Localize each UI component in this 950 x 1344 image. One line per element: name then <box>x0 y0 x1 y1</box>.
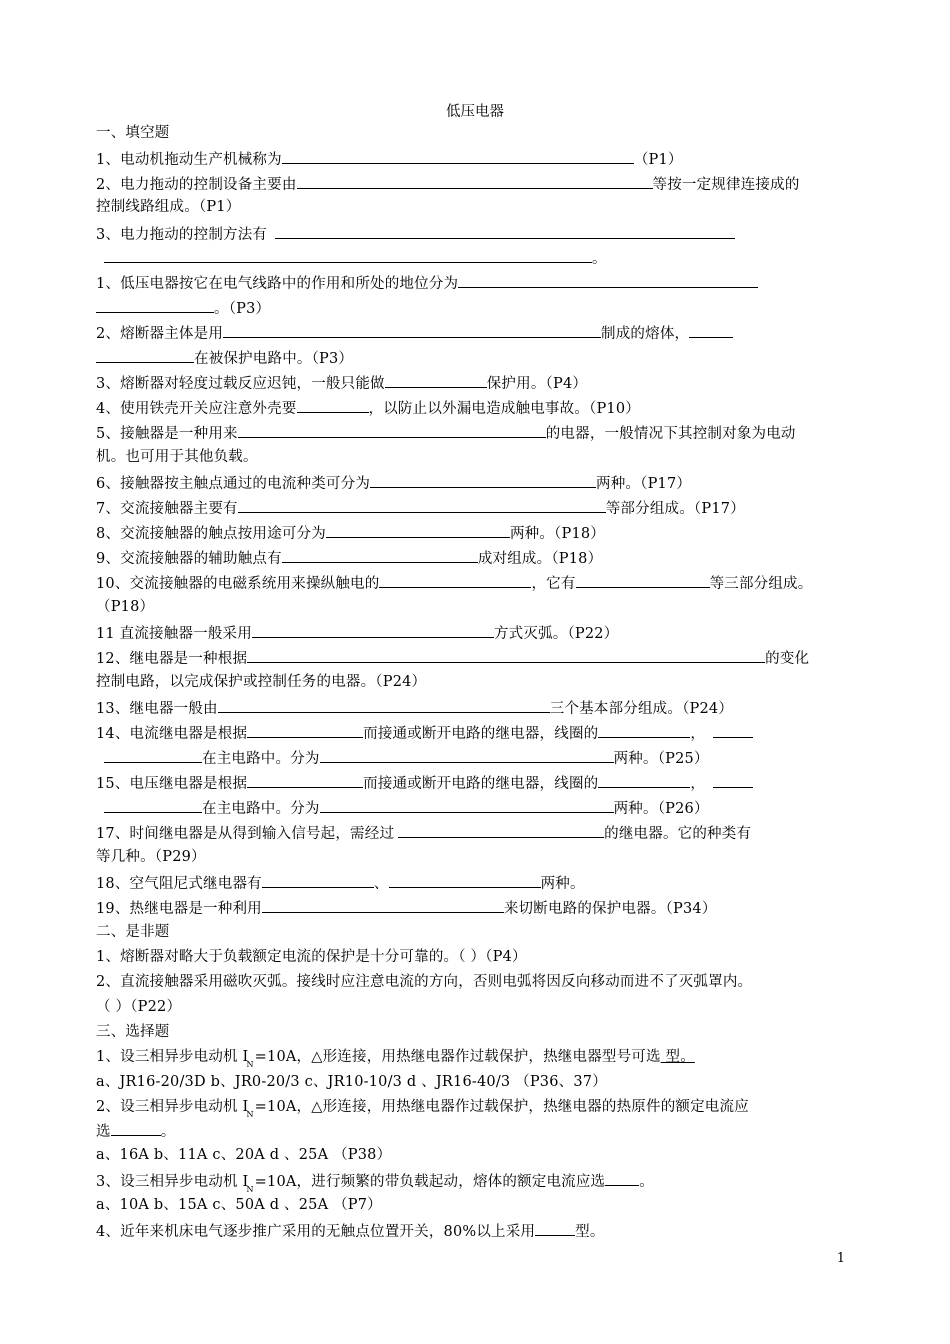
question-f3-cont <box>96 247 844 269</box>
question-f2 <box>96 173 844 195</box>
question-text: 4、使用铁壳开关应注意外壳要 <box>96 401 297 417</box>
question-text: 2、电力拖动的控制设备主要由 <box>96 177 297 193</box>
section-true-false: 二、是非题 <box>96 924 170 940</box>
answer-blank <box>104 797 202 813</box>
answer-blank <box>252 622 494 638</box>
question-text: 两种。（P25） <box>613 751 709 767</box>
answer-blank <box>262 872 374 888</box>
question-l8 <box>96 522 844 544</box>
question-text: 6、接触器按主触点通过的电流种类可分为 <box>96 476 371 492</box>
question-c2-options: a、16A b、11A c、20A d 、25A （P38） <box>96 1147 392 1163</box>
question-f1 <box>96 148 844 170</box>
page-number: 1 <box>836 1251 845 1266</box>
question-l13 <box>96 697 844 719</box>
answer-blank <box>535 1220 575 1236</box>
question-l12 <box>96 647 844 669</box>
question-text: 13、继电器一般由 <box>96 701 218 717</box>
question-l9 <box>96 547 844 569</box>
question-l12-cont: 控制电路，以完成保护或控制任务的电器。（P24） <box>96 674 427 690</box>
question-text: 1、低压电器按它在电气线路中的作用和所处的地位分为 <box>96 276 459 292</box>
question-text: 而接通或断开电路的继电器，线圈的 <box>363 776 599 792</box>
answer-blank <box>247 722 363 738</box>
answer-blank <box>247 772 363 788</box>
question-c4 <box>96 1220 844 1242</box>
question-text: 来切断电路的保护电器。（P34） <box>503 901 717 917</box>
question-text: 11 直流接触器一般采用 <box>96 626 252 642</box>
question-text: 2、设三相异步电动机 I <box>96 1099 249 1115</box>
answer-blank <box>389 872 541 888</box>
answer-blank <box>598 772 690 788</box>
question-l14-cont <box>96 747 844 769</box>
question-text: 保护用。（P4） <box>486 376 588 392</box>
question-l1 <box>96 272 844 294</box>
question-l18 <box>96 872 844 894</box>
subscript: N <box>246 1185 254 1194</box>
question-l14 <box>96 722 844 744</box>
question-text: 。 <box>160 1124 176 1140</box>
question-text: =10A，△形连接，用热继电器作过载保护，热继电器的热原件的额定电流应 <box>254 1099 749 1115</box>
answer-blank <box>398 822 604 838</box>
question-text: 8、交流接触器的触点按用途可分为 <box>96 526 326 542</box>
answer-blank <box>713 722 753 738</box>
subscript: N <box>246 1110 254 1119</box>
question-text: ，它有 <box>531 576 576 592</box>
section-choice: 三、选择题 <box>96 1024 170 1040</box>
question-text: 两种。（P26） <box>613 801 709 817</box>
answer-blank <box>385 372 487 388</box>
question-l11 <box>96 622 844 644</box>
question-c2-cont <box>96 1120 844 1142</box>
answer-blank <box>247 647 765 663</box>
question-text: 9、交流接触器的辅助触点有 <box>96 551 282 567</box>
question-text: 3、电力拖动的控制方法有 <box>96 227 268 243</box>
question-text: 在被保护电路中。（P3） <box>194 351 354 367</box>
question-l5-cont: 机。也可用于其他负载。 <box>96 449 258 465</box>
answer-blank <box>96 297 214 313</box>
answer-blank <box>297 173 653 189</box>
question-text: =10A，进行频繁的带负载起动，熔体的额定电流应选 <box>254 1174 606 1190</box>
question-text: 18、空气阻尼式继电器有 <box>96 876 262 892</box>
question-text: 两种。 <box>540 876 585 892</box>
question-l7 <box>96 497 844 519</box>
answer-blank <box>320 797 614 813</box>
question-l6 <box>96 472 844 494</box>
question-text: =10A，△形连接，用热继电器作过载保护，热继电器型号可选 <box>254 1049 661 1065</box>
question-c1-options: a、JR16-20/3D b、JR0-20/3 c、JR10-10/3 d 、JR16-40/3 （P36、37） <box>96 1074 607 1090</box>
question-f3 <box>96 223 844 245</box>
question-l17 <box>96 822 844 844</box>
question-text: 三个基本部分组成。（P24） <box>549 701 734 717</box>
answer-blank <box>282 547 478 563</box>
question-text: 的变化 <box>765 651 810 667</box>
question-ref: （P1） <box>633 152 683 168</box>
question-text: 在主电路中。分为 <box>202 801 320 817</box>
answer-blank <box>262 897 504 913</box>
document-title: 低压电器 <box>446 104 504 120</box>
question-f2-cont: 控制线路组成。（P1） <box>96 199 241 215</box>
question-text: 选 <box>96 1124 111 1140</box>
question-l10-cont: （P18） <box>96 599 155 615</box>
question-l19 <box>96 897 844 919</box>
question-text: 在主电路中。分为 <box>202 751 320 767</box>
question-text: 2、熔断器主体是用 <box>96 326 224 342</box>
question-text: 1、电动机拖动生产机械称为 <box>96 152 282 168</box>
question-text: 12、继电器是一种根据 <box>96 651 248 667</box>
question-t2: 2、直流接触器采用磁吹灭弧。接线时应注意电流的方向，否则电弧将因反向移动而进不了灭弧罩内。 <box>96 974 753 990</box>
question-text: 3、熔断器对轻度过载反应迟钝，一般只能做 <box>96 376 385 392</box>
question-l3 <box>96 372 844 394</box>
answer-blank <box>104 747 202 763</box>
question-text: 的继电器。它的种类有 <box>604 826 752 842</box>
answer-blank <box>104 247 592 263</box>
section-fill-blank: 一、填空题 <box>96 125 170 141</box>
answer-blank <box>458 272 758 288</box>
question-text: 。 <box>639 1174 654 1190</box>
answer-blank <box>379 572 531 588</box>
question-l5 <box>96 422 844 444</box>
answer-blank <box>282 148 634 164</box>
question-text: 等按一定规律连接成的 <box>652 177 800 193</box>
answer-blank <box>605 1170 639 1186</box>
question-l2 <box>96 322 844 344</box>
question-text: 型。 <box>660 1049 695 1065</box>
question-l2-cont <box>96 347 844 369</box>
question-text: 而接通或断开电路的继电器，线圈的 <box>363 726 599 742</box>
question-c3-options: a、10A b、15A c、50A d 、25A （P7） <box>96 1197 382 1213</box>
question-text: 两种。（P18） <box>509 526 605 542</box>
question-text: 15、电压继电器是根据 <box>96 776 248 792</box>
answer-blank <box>218 697 550 713</box>
question-l4 <box>96 397 844 419</box>
answer-blank <box>238 422 546 438</box>
answer-blank <box>223 322 601 338</box>
question-text: 成对组成。（P18） <box>477 551 603 567</box>
question-t1: 1、熔断器对略大于负载额定电流的保护是十分可靠的。（ ）（P4） <box>96 949 527 965</box>
answer-blank <box>275 223 735 239</box>
subscript: N <box>246 1060 254 1069</box>
question-l10 <box>96 572 844 594</box>
answer-blank <box>111 1120 161 1136</box>
question-text: 型。 <box>575 1224 605 1240</box>
question-text: 14、电流继电器是根据 <box>96 726 248 742</box>
answer-blank <box>320 747 614 763</box>
question-text: 两种。（P17） <box>596 476 692 492</box>
answer-blank <box>576 572 710 588</box>
answer-blank <box>598 722 690 738</box>
answer-blank <box>370 472 596 488</box>
question-text: 5、接触器是一种用来 <box>96 426 238 442</box>
question-text: 制成的熔体， <box>601 326 690 342</box>
question-text: ， <box>690 726 706 742</box>
question-text: 4、近年来机床电气逐步推广采用的无触点位置开关，80%以上采用 <box>96 1224 536 1240</box>
question-text: 10、交流接触器的电磁系统用来操纵触电的 <box>96 576 380 592</box>
answer-blank <box>713 772 753 788</box>
question-text: 3、设三相异步电动机 I <box>96 1174 249 1190</box>
answer-blank <box>297 397 369 413</box>
question-t2-cont: （ ）（P22） <box>96 999 182 1015</box>
question-text: 的电器，一般情况下其控制对象为电动 <box>545 426 796 442</box>
question-text: ， <box>690 776 706 792</box>
question-text: 方式灭弧。（P22） <box>493 626 619 642</box>
question-text: 19、热继电器是一种利用 <box>96 901 262 917</box>
question-l15 <box>96 772 844 794</box>
question-text: 17、时间继电器是从得到输入信号起，需经过 <box>96 826 395 842</box>
answer-blank <box>689 322 733 338</box>
question-c1 <box>96 1047 844 1075</box>
question-text: 、 <box>373 876 389 892</box>
question-text: 。 <box>592 251 607 267</box>
question-text: 7、交流接触器主要有 <box>96 501 238 517</box>
answer-blank <box>326 522 510 538</box>
question-text: 等部分组成。（P17） <box>605 501 745 517</box>
question-l17-cont: 等几种。（P29） <box>96 849 206 865</box>
answer-blank <box>238 497 606 513</box>
question-text: 等三部分组成。 <box>709 576 813 592</box>
question-text: 1、设三相异步电动机 I <box>96 1049 249 1065</box>
answer-blank <box>96 347 194 363</box>
question-ref: 。（P3） <box>214 301 271 317</box>
question-text: ，以防止以外漏电造成触电事故。（P10） <box>368 401 640 417</box>
question-l1-cont <box>96 297 844 319</box>
question-l15-cont <box>96 797 844 819</box>
